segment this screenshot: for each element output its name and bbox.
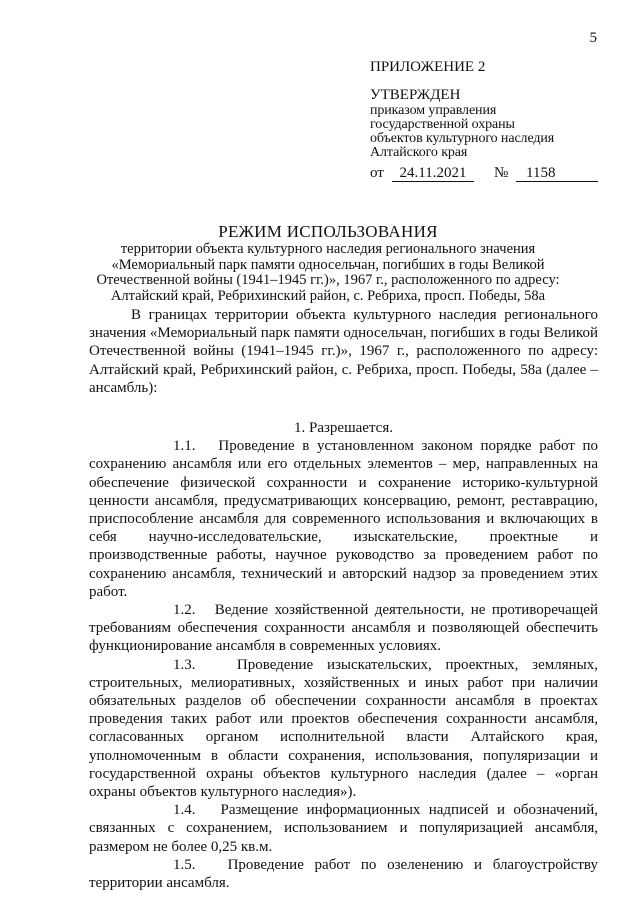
date-number-row: [370, 164, 610, 182]
item-number: 1.2.: [173, 602, 196, 619]
item-number: 1.5.: [173, 856, 196, 873]
title-sub-line: территории объекта культурного наследия регионального значения: [120, 241, 536, 257]
list-item: [89, 601, 598, 656]
item-text: Размещение информационных надписей и обозначений, связанных с сохранением, использованием и популяризацией ансамбля, размером не более 0,25 кв.м.: [89, 802, 598, 855]
section-heading: 1. Разрешается.: [294, 420, 393, 437]
item-number: 1.4.: [173, 802, 196, 819]
document-body: [89, 306, 598, 892]
list-item: [89, 801, 598, 856]
title-sub-line: «Мемориальный парк памяти односельчан, погибших в годы Великой: [111, 256, 545, 273]
item-number: 1.1.: [173, 438, 196, 455]
title-sub-line: Отечественной войны (1941–1945 гг.)», 1967 г., расположенного по адресу:: [96, 272, 560, 288]
order-date: 24.11.2021: [392, 165, 474, 182]
page-number: 5: [589, 30, 597, 46]
title-sub-line: Алтайский край, Ребрихинский район, с. Ребриха, просп. Победы, 58а: [110, 287, 546, 304]
order-line: Алтайского края: [370, 145, 468, 160]
list-item: [89, 437, 598, 601]
number-sign: №: [494, 165, 509, 181]
list-item: [89, 656, 598, 802]
order-line: государственной охраны: [370, 117, 515, 132]
list-item: [89, 856, 598, 892]
order-number: 1158: [516, 165, 598, 182]
item-text: Проведение работ по озеленению и благоустройству территории ансамбля.: [89, 856, 599, 892]
document-title: [58, 222, 598, 304]
title-main: РЕЖИМ ИСПОЛЬЗОВАНИЯ: [218, 222, 438, 241]
item-text: Проведение изыскательских, проектных, земляных, строительных, мелиоративных, хозяйственных и иных работ при наличии обязательных разделов об обеспечении сохранности ансамбля в проектах проведения таких работ или проектов обеспечения сохранности ансамбля, согласованных органом исполнительной власти Алтайского края, уполномоченным в области сохранения, использования, популяризации и государственной охраны объектов культурного наследия (далее – «орган охраны объектов культурного наследия»).: [89, 656, 598, 801]
date-prefix: от: [370, 165, 384, 181]
approval-stamp: [370, 58, 610, 182]
item-number: 1.3.: [173, 656, 196, 673]
approved-label: УТВЕРЖДЕН: [370, 87, 461, 103]
item-text: Ведение хозяйственной деятельности, не противоречащей требованиям обеспечения сохранности ансамбля и позволяющей обеспечить функционирование ансамбля в современных условиях.: [89, 602, 598, 655]
intro-paragraph: В границах территории объекта культурного наследия регионального значения «Мемориальный парк памяти односельчан, погибших в годы Великой Отечественной войны (1941–1945 гг.)», 1967 г., расположенного по адресу: Алтайский край, Ребрихинский район, с. Ребриха, просп. Победы, 58а (далее – ансамбль):: [89, 307, 598, 396]
order-line: приказом управления: [370, 103, 497, 118]
appendix-label: ПРИЛОЖЕНИЕ 2: [370, 59, 486, 75]
order-line: объектов культурного наследия: [370, 131, 555, 146]
item-text: Проведение в установленном законом порядке работ по сохранению ансамбля или его отдельных элементов – мер, направленных на обеспечение физической сохранности и сохранение историко-культурной ценности ансамбля, предусматривающих консервацию, ремонт, реставрацию, приспособление ансамбля для современного использования и включающих в себя научно-исследовательские, изыскательские, проектные и производственные работы, научное руководство за проведением работ по сохранению ансамбля, технический и авторский надзор за проведением этих работ.: [89, 438, 599, 600]
